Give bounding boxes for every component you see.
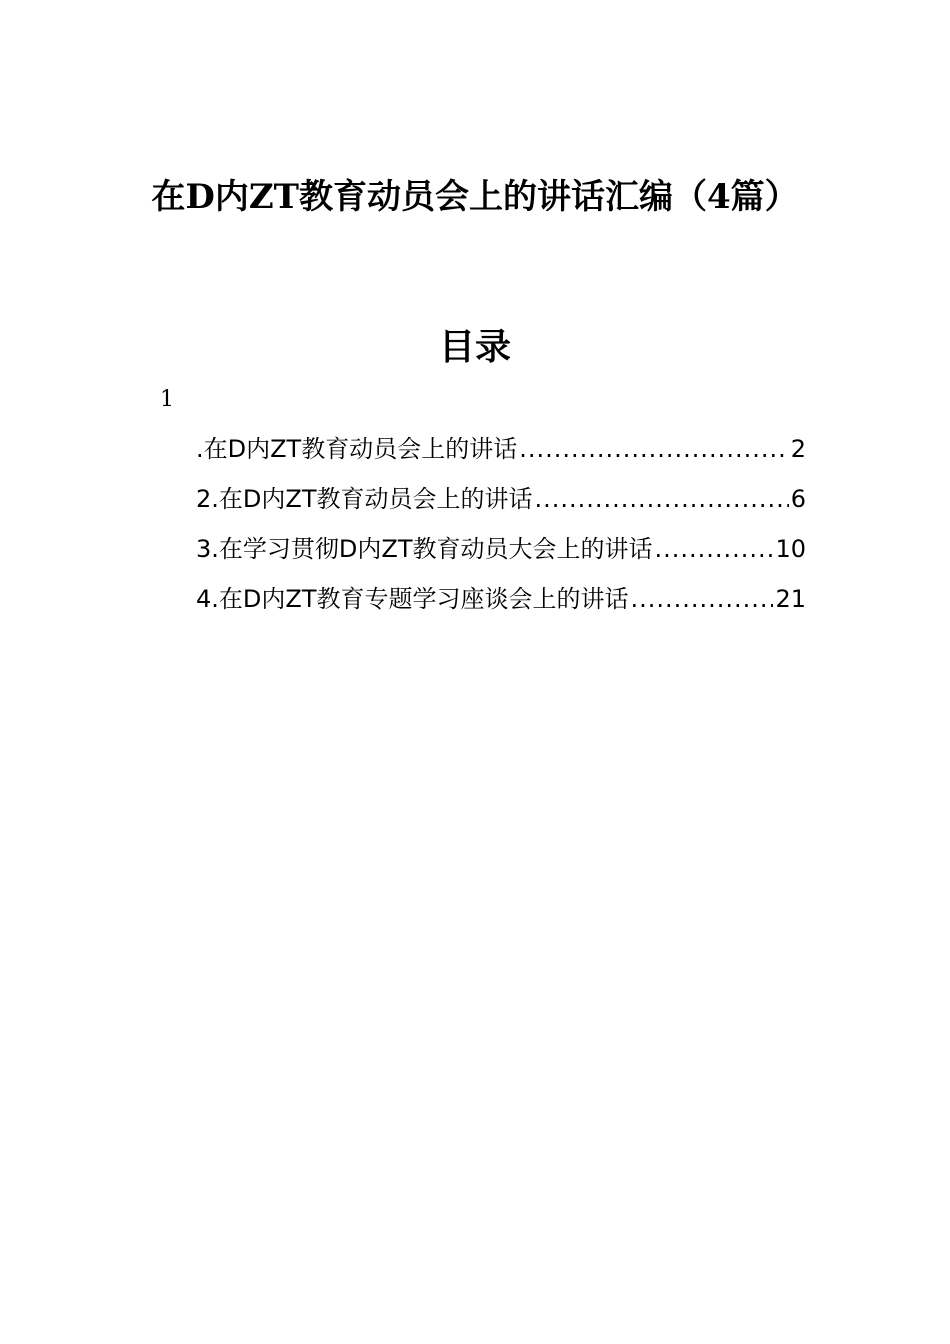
toc-entry-page: 6 (790, 485, 806, 513)
toc-entry-title: 4.在D内ZT教育专题学习座谈会上的讲话 (196, 585, 629, 613)
toc-entry-page: 2 (790, 435, 806, 463)
list-number: 1 (160, 387, 174, 412)
document-title: 在D内ZT教育动员会上的讲话汇编（4篇） (151, 177, 799, 217)
toc-dot-leader (654, 528, 773, 570)
toc-entry-title: .在D内ZT教育动员会上的讲话 (196, 435, 518, 463)
table-of-contents (196, 428, 806, 628)
toc-entry-title: 3.在学习贯彻D内ZT教育动员大会上的讲话 (196, 535, 653, 563)
toc-entry[interactable] (196, 578, 806, 628)
toc-dot-leader (630, 578, 773, 620)
toc-entry[interactable] (196, 428, 806, 478)
toc-entry[interactable] (196, 478, 806, 528)
toc-entry-page: 10 (775, 535, 806, 563)
toc-entry-title: 2.在D内ZT教育动员会上的讲话 (196, 485, 533, 513)
toc-dot-leader (534, 478, 788, 520)
toc-entry[interactable] (196, 528, 806, 578)
toc-dot-leader (519, 428, 789, 470)
toc-entry-page: 21 (775, 585, 806, 613)
toc-heading: 目录 (438, 326, 511, 368)
